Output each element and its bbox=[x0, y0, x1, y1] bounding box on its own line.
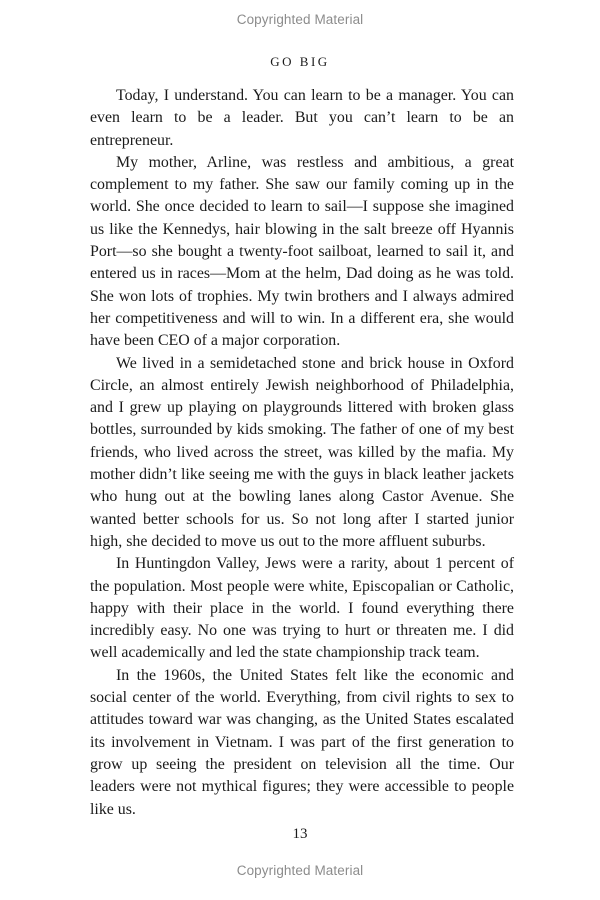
paragraph: In Huntingdon Valley, Jews were a rarity, about 1 percent of the population. Most people were white, Episcopalian or Catholic, happy with their place in the world. I found everything there incredibly easy. No one was trying to hurt or threaten me. I did well academically and led the state championship track team. bbox=[90, 555, 514, 662]
page-number: 13 bbox=[292, 826, 308, 842]
paragraph: My mother, Arline, was restless and ambitious, a great complement to my father. She saw our family coming up in the world. She once decided to learn to sail—I suppose she imagined us like the Kennedys, hair blowing in the salt breeze off Hyannis Port—so she bought a twenty-foot sailboat, learned to sail it, and entered us in races—Mom at the helm, Dad doing as he was told. She won lots of trophies. My twin brothers and I always admired her competitiveness and will to win. In a different era, she would have been CEO of a major corporation. bbox=[90, 153, 514, 350]
paragraph: In the 1960s, the United States felt like the economic and social center of the world. Everything, from civil rights to sex to attitudes toward war was changing, as the United States escalated its involvement in Vietnam. I was part of the first generation to grow up seeing the president on television all the time. Our leaders were not mythical figures; they were accessible to people like us. bbox=[90, 666, 514, 818]
paragraph: We lived in a semidetached stone and brick house in Oxford Circle, an almost entirely Jewish neighborhood of Philadelphia, and I grew up playing on playgrounds littered with broken glass bottles, surrounded by kids smoking. The father of one of my best friends, who lived across the street, was killed by the mafia. My mother didn’t like seeing me with the guys in black leather jackets who hung out at the bowling lanes along Castor Avenue. She wanted better schools for us. So not long after I started junior high, she decided to move us out to the more affluent suburbs. bbox=[90, 354, 514, 550]
body-text bbox=[90, 85, 514, 821]
watermark-bottom: Copyrighted Material bbox=[236, 863, 364, 878]
watermark-top: Copyrighted Material bbox=[236, 12, 364, 27]
running-head: GO BIG bbox=[270, 54, 330, 69]
paragraph: Today, I understand. You can learn to be a manager. You can even learn to be a leader. But you can’t learn to be an entrepreneur. bbox=[90, 87, 514, 149]
